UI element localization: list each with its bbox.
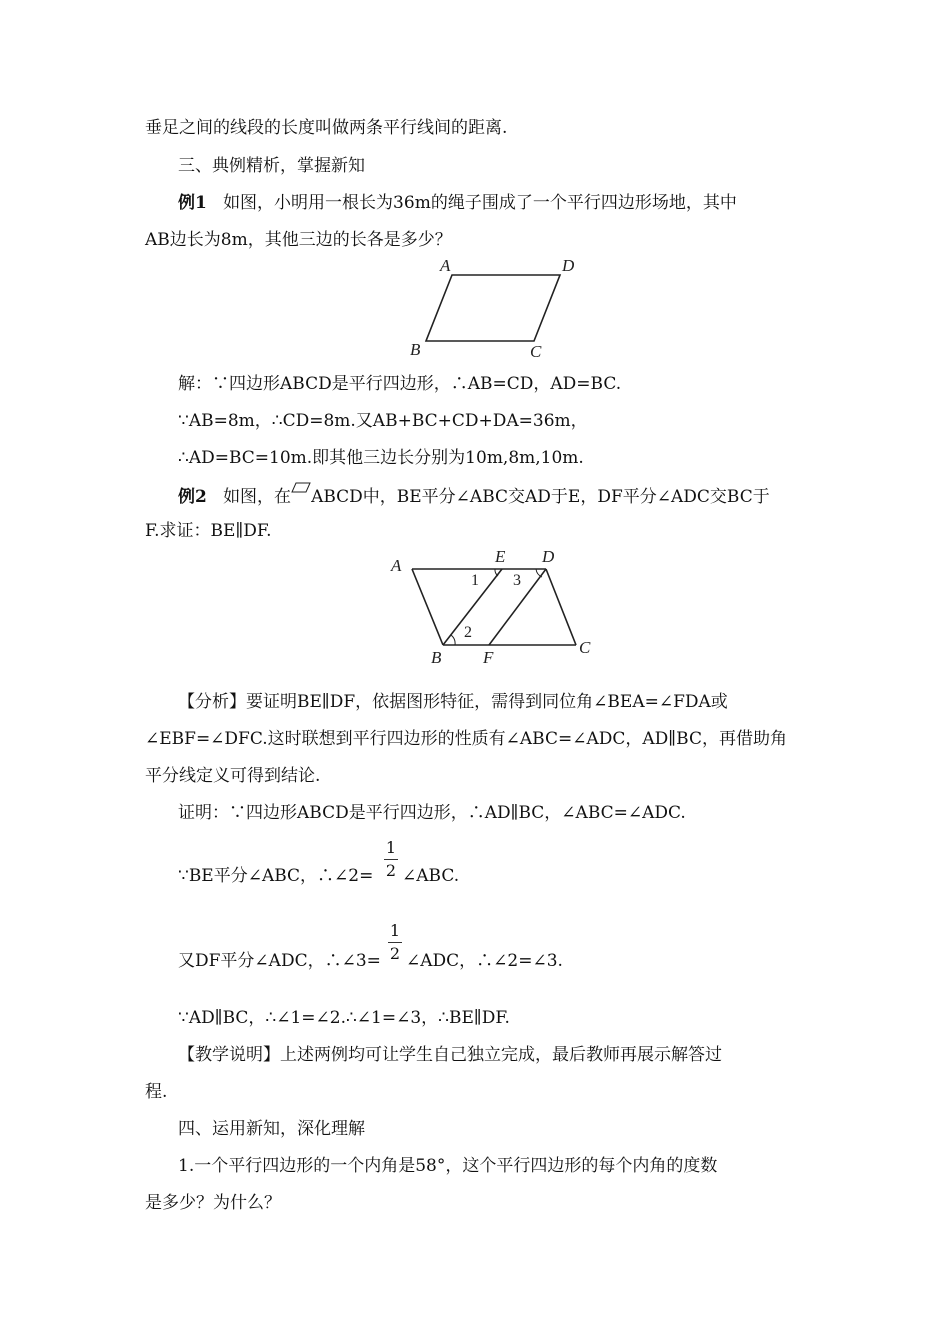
analysis-line: 【分析】要证明BE∥DF，依据图形特征，需得到同位角∠BEA=∠FDA或 [178, 692, 728, 712]
proof-line: 又DF平分∠ADC，∴∠3= [178, 951, 381, 971]
label-c: C [579, 638, 591, 657]
parallelogram-figure-2 [385, 545, 600, 670]
text-line: 解：∵四边形ABCD是平行四边形，∴AB=CD，AD=BC. [178, 374, 622, 394]
label-a: A [440, 256, 451, 275]
parallelogram-abcd [426, 275, 560, 341]
proof-line: ∠ABC. [402, 866, 460, 886]
fraction-denominator: 2 [389, 944, 401, 963]
question-line: 1.一个平行四边形的一个内角是58°，这个平行四边形的每个内角的度数 [178, 1156, 718, 1176]
example-1 [178, 191, 737, 215]
analysis-line: ∠EBF=∠DFC.这时联想到平行四边形的性质有∠ABC=∠ADC，AD∥BC，再借助角 [145, 729, 787, 749]
example-2 [178, 482, 770, 509]
text-line: 垂足之间的线段的长度叫做两条平行线间的距离. [145, 118, 508, 138]
example-label: 例2 [178, 487, 207, 507]
example-text: ABCD中，BE平分∠ABC交AD于E，DF平分∠ADC交BC于 [311, 487, 770, 507]
parallelogram-symbol-icon [291, 482, 311, 496]
angle-1-label: 1 [471, 572, 479, 589]
label-d: D [562, 256, 575, 275]
example-text: 如图，小明用一根长为36m的绳子围成了一个平行四边形场地，其中 [223, 193, 737, 213]
angle-3-label: 3 [513, 572, 521, 589]
fraction-half [384, 839, 398, 880]
proof-line: 证明：∵四边形ABCD是平行四边形，∴AD∥BC，∠ABC=∠ADC. [178, 803, 686, 823]
teaching-note: 程. [145, 1082, 168, 1102]
fraction-half [388, 922, 402, 963]
text-line: F.求证：BE∥DF. [145, 521, 272, 541]
angle-2-label: 2 [464, 624, 472, 641]
label-a: A [391, 556, 402, 575]
label-e: E [495, 547, 506, 566]
proof-line: ∵AD∥BC，∴∠1=∠2.∴∠1=∠3，∴BE∥DF. [178, 1008, 510, 1028]
fraction-denominator: 2 [385, 861, 397, 880]
section-heading: 三、典例精析，掌握新知 [178, 156, 365, 176]
label-d: D [542, 547, 555, 566]
text-line: ∵AB=8m，∴CD=8m.又AB+BC+CD+DA=36m， [178, 411, 588, 431]
fraction-numerator: 1 [389, 921, 401, 940]
label-f: F [483, 648, 494, 667]
proof-line: ∠ADC，∴∠2=∠3. [406, 951, 563, 971]
parallelogram-figure-1 [400, 255, 590, 365]
label-b: B [431, 648, 442, 667]
example-label: 例1 [178, 193, 207, 213]
text-line: AB边长为8m，其他三边的长各是多少？ [145, 230, 452, 250]
example-text: 如图，在 [223, 487, 292, 507]
teaching-note: 【教学说明】上述两例均可让学生自己独立完成，最后教师再展示解答过 [178, 1045, 722, 1065]
analysis-line: 平分线定义可得到结论. [145, 766, 321, 786]
text-line: ∴AD=BC=10m.即其他三边长分别为10m,8m,10m. [178, 448, 584, 468]
fraction-numerator: 1 [385, 838, 397, 857]
question-line: 是多少？为什么？ [145, 1193, 281, 1213]
label-b: B [410, 340, 421, 359]
section-heading: 四、运用新知，深化理解 [178, 1119, 365, 1139]
proof-line: ∵BE平分∠ABC，∴∠2= [178, 866, 374, 886]
label-c: C [530, 342, 542, 361]
